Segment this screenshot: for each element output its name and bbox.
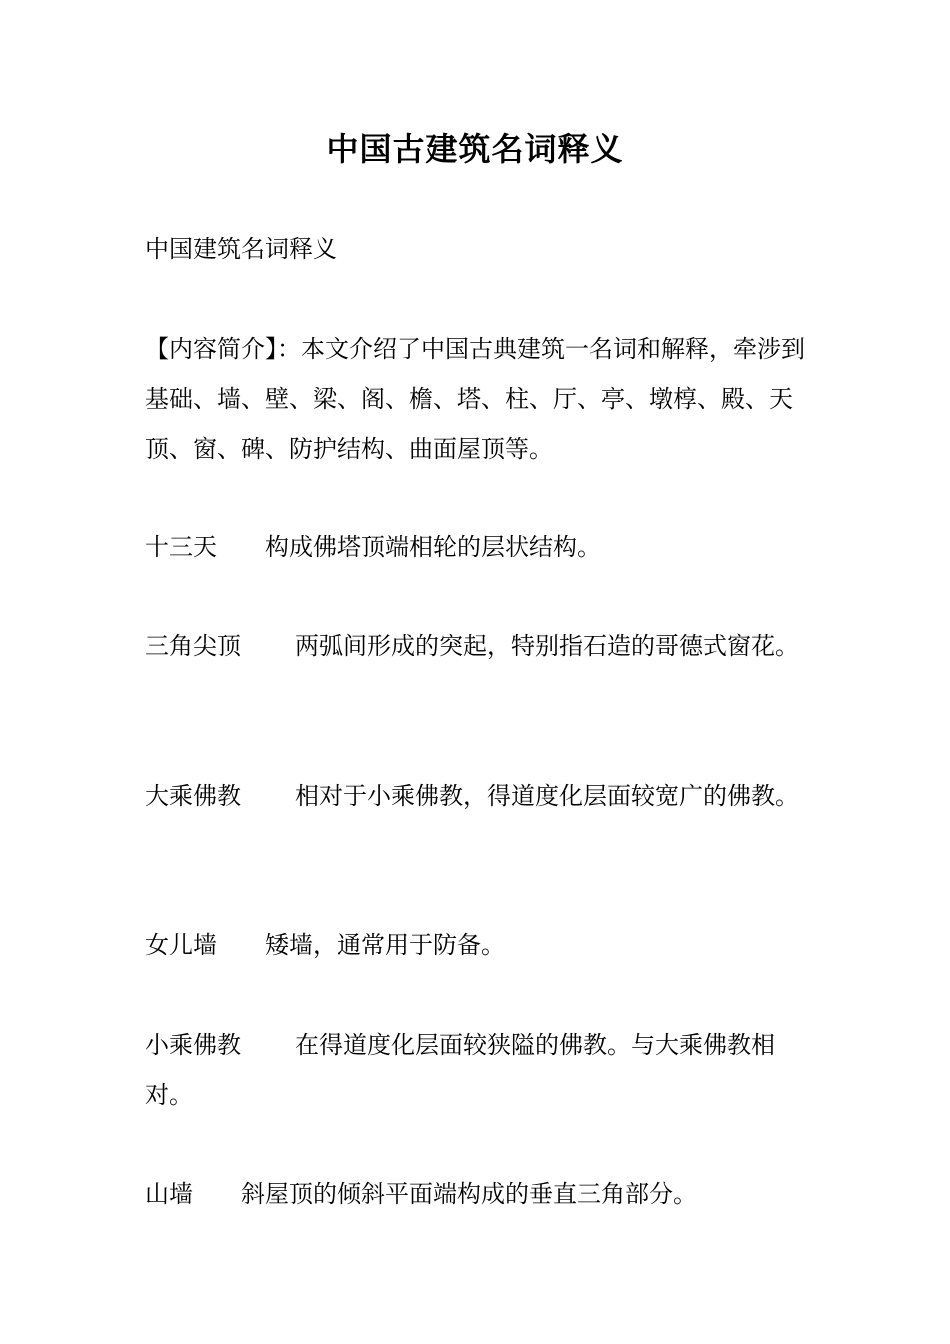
entry-term: 小乘佛教 — [145, 1031, 241, 1059]
entry-term: 山墙 — [145, 1180, 193, 1208]
intro-paragraph — [145, 324, 807, 474]
glossary-entry — [145, 522, 807, 572]
document-subtitle: 中国建筑名词释义 — [145, 235, 337, 263]
glossary-entry — [145, 1020, 807, 1120]
entry-term: 大乘佛教 — [145, 782, 241, 810]
document-title: 中国古建筑名词释义 — [326, 130, 624, 168]
intro-text: 本文介绍了中国古典建筑一名词和解释，牵涉到基础、墙、壁、梁、阁、檐、塔、柱、厅、亭、墩椁、殿、天顶、窗、碑、防护结构、曲面屋顶等。 — [145, 335, 805, 463]
glossary-entry — [145, 771, 807, 821]
glossary-entry — [145, 1169, 807, 1219]
entry-term: 十三天 — [145, 533, 217, 561]
intro-label: 【内容简介】： — [145, 335, 301, 363]
glossary-entry — [145, 621, 807, 671]
entry-definition: 矮墙，通常用于防备。 — [265, 931, 505, 959]
entry-definition: 相对于小乘佛教，得道度化层面较宽广的佛教。 — [295, 782, 799, 810]
entry-definition: 在得道度化层面较狭隘的佛教。与大乘佛教相对。 — [145, 1031, 775, 1109]
entry-term: 女儿墙 — [145, 931, 217, 959]
glossary-entry — [145, 920, 807, 970]
entry-definition: 两弧间形成的突起，特别指石造的哥德式窗花。 — [295, 632, 799, 660]
entry-term: 三角尖顶 — [145, 632, 241, 660]
entry-definition: 斜屋顶的倾斜平面端构成的垂直三角部分。 — [241, 1180, 697, 1208]
entry-definition: 构成佛塔顶端相轮的层状结构。 — [265, 533, 601, 561]
